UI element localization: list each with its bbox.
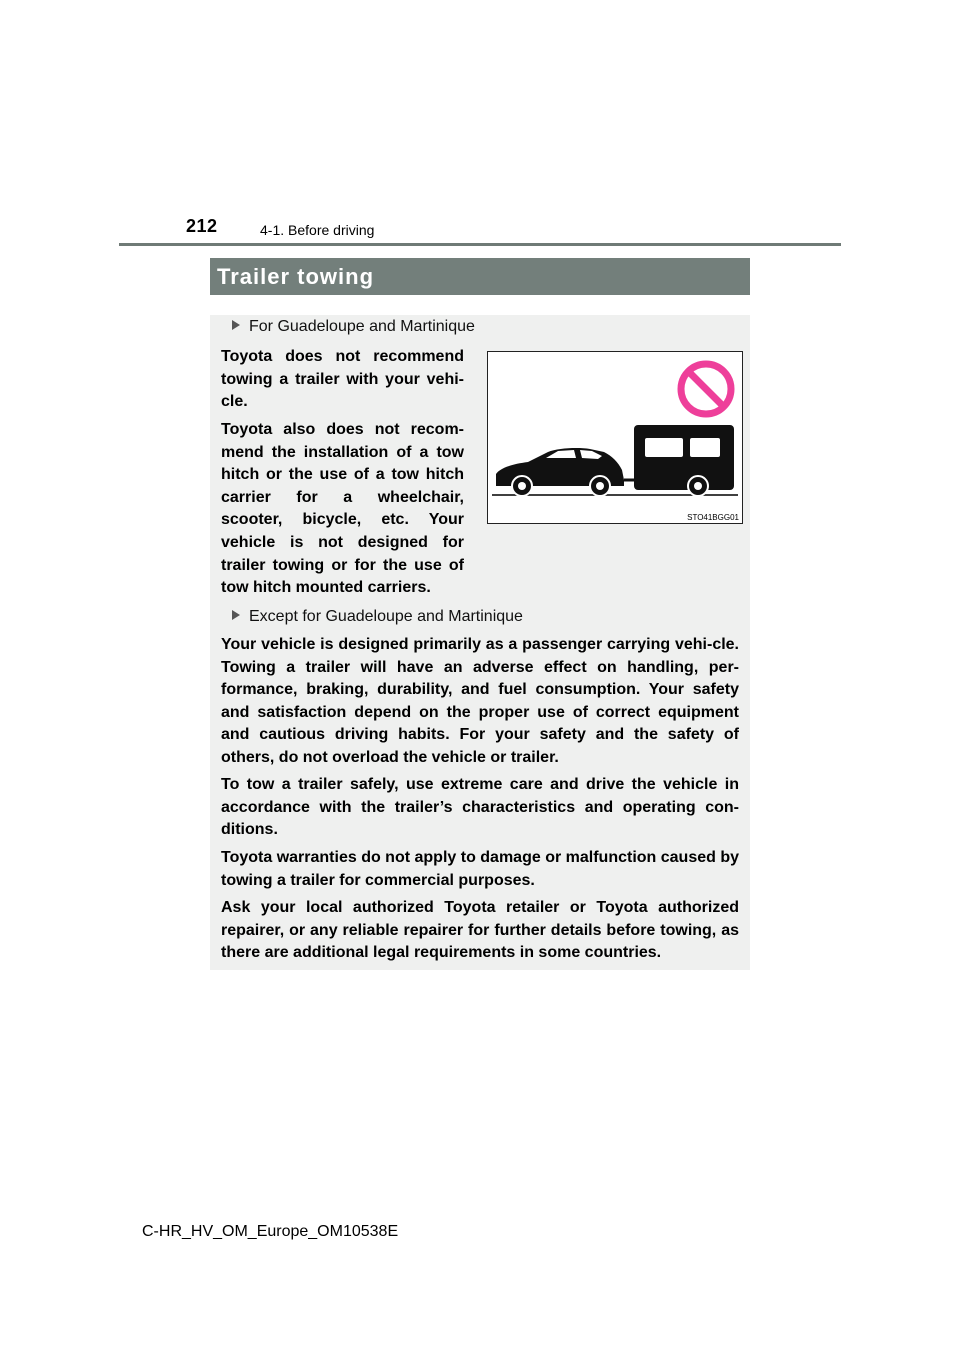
bullet-heading-except (232, 608, 523, 626)
paragraph: Toyota also does not recom-mend the installation of a tow hitch or the use of a tow hitch carrier for a wheelchair, scooter, bicycle, etc. Your vehicle is not designed for trailer towing or for the use of tow hitch mounted carriers. (221, 421, 464, 597)
towing-illustration (488, 352, 742, 523)
page-number: 212 (186, 216, 218, 236)
figure-code: STO41BGG01 (687, 513, 739, 522)
paragraph: Ask your local authorized Toyota retailer or Toyota authorized repairer, or any reliable repairer for further details before towing, as there are additional legal requirements in some countries. (221, 899, 739, 962)
bullet-heading-guadeloupe (232, 318, 475, 336)
bullet-heading-text: Except for Guadeloupe and Martinique (249, 608, 523, 625)
paragraph: Your vehicle is designed primarily as a passenger carrying vehi-cle. Towing a trailer will have an adverse effect on handling, per-formance, braking, durability, and fuel consumption. Your safety and satisfaction depend on the proper use of correct equipment and cautious driving habits. For your safety and the safety of others, do not overload the vehicle or trailer. (221, 636, 739, 766)
prohibited-icon (681, 364, 731, 414)
paragraph: To tow a trailer safely, use extreme care and drive the vehicle in accordance with the trailer’s characteristics and operating con-ditions. (221, 776, 739, 839)
paragraph: Toyota warranties do not apply to damage or malfunction caused by towing a trailer for commercial purposes. (221, 849, 740, 889)
triangle-bullet-icon (232, 610, 240, 620)
towing-prohibited-figure (487, 351, 743, 524)
triangle-bullet-icon (232, 320, 240, 330)
car-icon (496, 448, 634, 496)
bullet-heading-text: For Guadeloupe and Martinique (249, 318, 475, 335)
header-rule (119, 243, 841, 246)
section-reference: 4-1. Before driving (260, 222, 375, 238)
section-title-bar: Trailer towing (210, 258, 750, 295)
footer-document-code: C-HR_HV_OM_Europe_OM10538E (142, 1223, 399, 1240)
paragraph: Toyota does not recommend towing a trailer with your vehi-cle. (221, 348, 464, 411)
trailer-icon (634, 425, 734, 496)
